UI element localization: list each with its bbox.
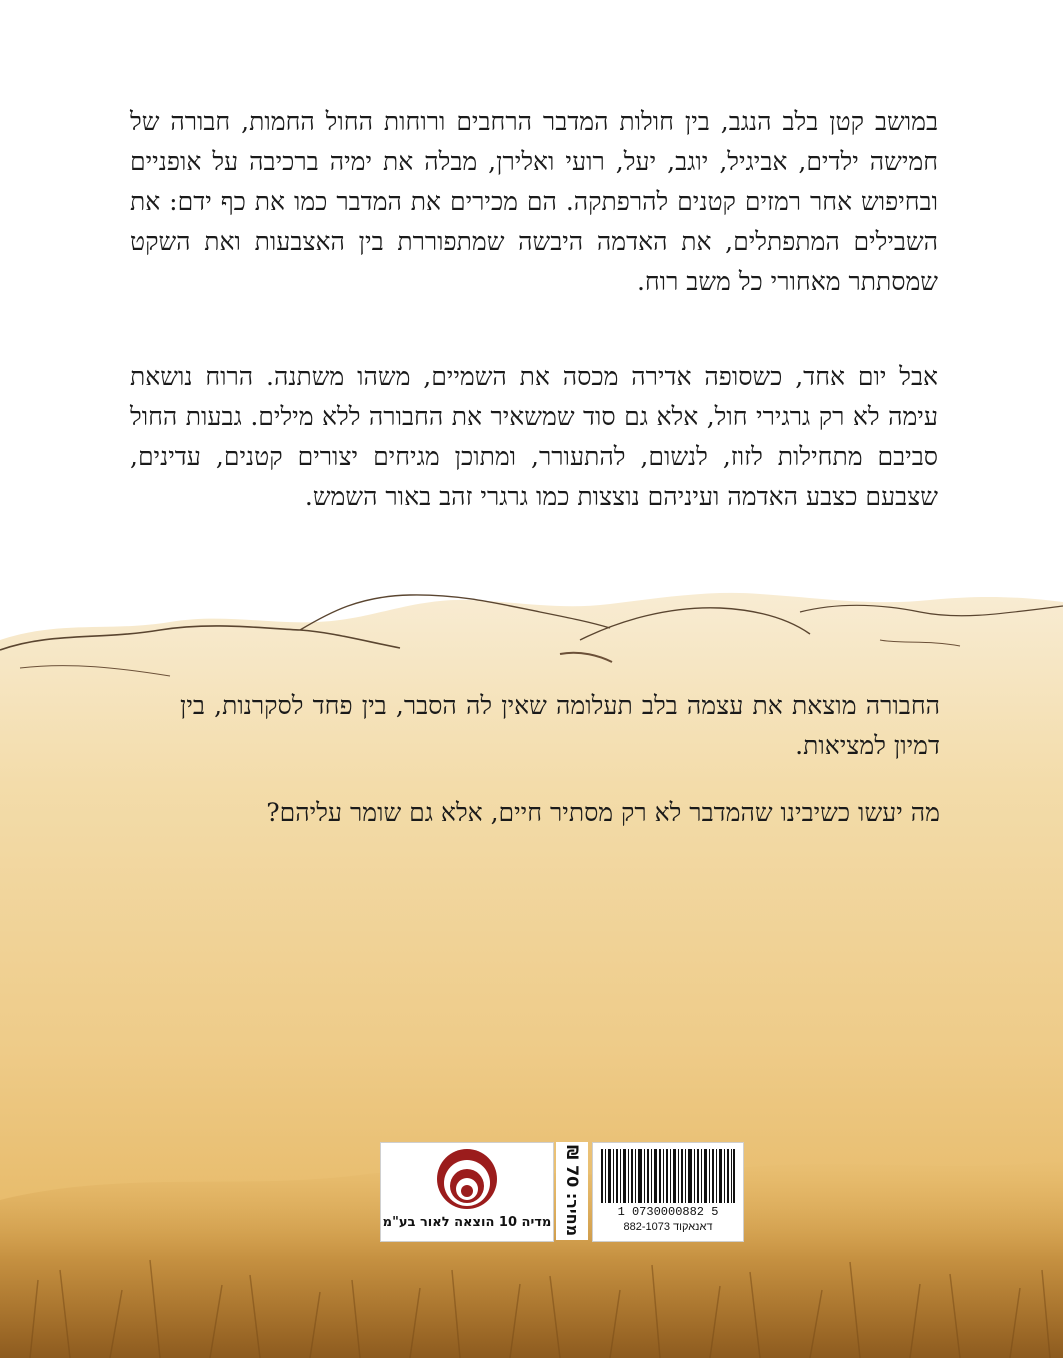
blurb-question — [180, 793, 940, 833]
blurb-paragraph-3 — [180, 686, 940, 766]
price-box — [556, 1142, 588, 1240]
blurb-paragraph-text: החבורה מוצאת את עצמה בלב תעלומה שאין לה הסבר, בין פחד לסקרנות, בין דמיון למציאות. — [180, 691, 940, 760]
barcode-icon — [601, 1149, 735, 1203]
publisher-name: מדיה 10 הוצאה לאור בע"מ — [382, 1215, 552, 1230]
barcode-box — [592, 1142, 744, 1242]
blurb-paragraph-1 — [130, 102, 938, 302]
blurb-paragraph-text: אבל יום אחד, כשסופה אדירה מכסה את השמיים, משהו משתנה. הרוח נושאת עימה לא רק גרגירי חול, אלא גם סוד שמשאיר את החבורה ללא מילים. גבעות החול סביבם מתחילות לזוז, לנשום, להתעורר, ומתוכן מגיחים יצורים קטנים, עדינים, שצבעם כצבע האדמה ועיניהם נוצצות כמו גרגרי זהב באור השמש. — [130, 362, 938, 511]
publisher-box — [380, 1142, 554, 1242]
barcode-number: 1 0730000882 5 — [617, 1205, 719, 1219]
blurb-paragraph-text: מה יעשו כשיבינו שהמדבר לא רק מסתיר חיים, אלא גם שומר עליהם? — [266, 798, 940, 827]
blurb-paragraph-2 — [130, 357, 938, 517]
price-barcode-sticker — [380, 1142, 742, 1240]
blurb-paragraph-text: במושב קטן בלב הנגב, בין חולות המדבר הרחבים ורוחות החול החמות, חבורה של חמישה ילדים, אביגיל, יוגב, יעל, רועי ואלירן, מבלה את ימיה ברכיבה על אופניים ובחיפוש אחר רמזים קטנים להרפתקה. הם מכירים את המדבר כמו את כף ידם: את השבילים המתפתלים, את האדמה היבשה שמתפוררת בין האצבעות ואת השקט שמסתתר מאחורי כל משב רוח. — [130, 107, 938, 296]
danacode: דאנאקוד 882-1073 — [623, 1221, 713, 1233]
price-label: מחיר: 70 ₪ — [563, 1145, 582, 1237]
concentric-arcs-logo-icon — [433, 1147, 501, 1211]
